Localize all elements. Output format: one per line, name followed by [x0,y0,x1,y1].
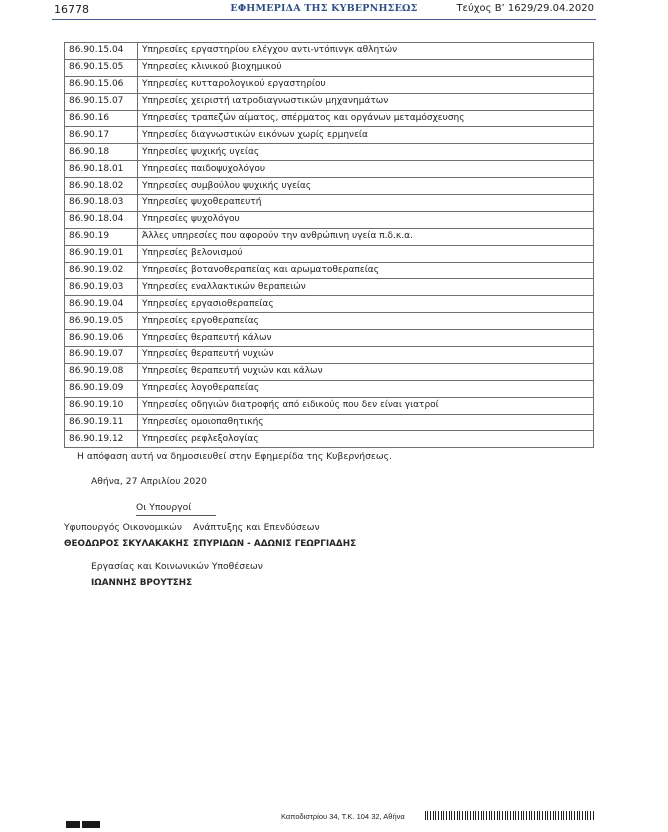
signing-date: Αθήνα, 27 Απριλίου 2020 [91,476,207,487]
signatory-name: ΙΩΑΝΝΗΣ ΒΡΟΥΤΣΗΣ [91,578,193,588]
description-cell: Υπηρεσίες ρεφλεξολογίας [138,431,594,448]
table-row [65,380,594,397]
code-cell: 86.90.15.04 [65,43,138,60]
description-cell: Υπηρεσίες βελονισμού [138,245,594,262]
code-cell: 86.90.17 [65,127,138,144]
description-cell: Υπηρεσίες εναλλακτικών θεραπειών [138,279,594,296]
table-row [65,211,594,228]
table-row [65,93,594,110]
code-cell: 86.90.15.07 [65,93,138,110]
description-cell: Υπηρεσίες οδηγιών διατροφής από ειδικούς που δεν είναι γιατροί [138,397,594,414]
code-cell: 86.90.15.05 [65,59,138,76]
code-cell: 86.90.19.01 [65,245,138,262]
description-cell: Υπηρεσίες παιδοψυχολόγου [138,161,594,178]
signatory-title: Εργασίας και Κοινωνικών Υποθέσεων [91,561,263,572]
barcode-image [425,811,595,820]
table-row [65,313,594,330]
description-cell: Υπηρεσίες διαγνωστικών εικόνων χωρίς ερμηνεία [138,127,594,144]
description-cell: Υπηρεσίες εργασιοθεραπείας [138,296,594,313]
code-cell: 86.90.19.10 [65,397,138,414]
signatory-name: ΣΠΥΡΙΔΩΝ - ΑΔΩΝΙΣ ΓΕΩΡΓΙΑΔΗΣ [193,539,357,549]
description-cell: Υπηρεσίες κυτταρολογικού εργαστηρίου [138,76,594,93]
code-cell: 86.90.18.04 [65,211,138,228]
table-row [65,262,594,279]
ministers-underline [136,515,216,516]
table-row [65,363,594,380]
table-row [65,397,594,414]
cpa-codes-table [64,42,594,448]
signatory-title: Ανάπτυξης και Επενδύσεων [193,522,320,533]
description-cell: Υπηρεσίες ψυχοθεραπευτή [138,195,594,212]
code-cell: 86.90.19.06 [65,330,138,347]
code-cell: 86.90.18.02 [65,178,138,195]
code-cell: 86.90.18.03 [65,195,138,212]
table-row [65,161,594,178]
table-row [65,110,594,127]
description-cell: Υπηρεσίες βοτανοθεραπείας και αρωματοθεραπείας [138,262,594,279]
table-row [65,76,594,93]
page-header [52,0,596,20]
description-cell: Υπηρεσίες εργαστηρίου ελέγχου αντι-ντόπινγκ αθλητών [138,43,594,60]
code-cell: 86.90.19.11 [65,414,138,431]
signatory-name: ΘΕΟΔΩΡΟΣ ΣΚΥΛΑΚΑΚΗΣ [64,539,189,549]
table-row [65,127,594,144]
code-cell: 86.90.19.09 [65,380,138,397]
code-cell: 86.90.19.04 [65,296,138,313]
code-cell: 86.90.19.07 [65,347,138,364]
description-cell: Υπηρεσίες τραπεζών αίματος, σπέρματος και οργάνων μεταμόσχευσης [138,110,594,127]
description-cell: Υπηρεσίες ομοιοπαθητικής [138,414,594,431]
code-cell: 86.90.18.01 [65,161,138,178]
code-cell: 86.90.19.12 [65,431,138,448]
table-row [65,431,594,448]
description-cell: Υπηρεσίες θεραπευτή νυχιών [138,347,594,364]
table-row [65,144,594,161]
code-cell: 86.90.15.06 [65,76,138,93]
table-row [65,59,594,76]
description-cell: Υπηρεσίες χειριστή ιατροδιαγνωστικών μηχανημάτων [138,93,594,110]
table-row [65,279,594,296]
table-row [65,245,594,262]
description-cell: Υπηρεσίες συμβούλου ψυχικής υγείας [138,178,594,195]
table-row [65,43,594,60]
printing-office-logo [66,813,102,820]
description-cell: Άλλες υπηρεσίες που αφορούν την ανθρώπινη υγεία π.δ.κ.α. [138,228,594,245]
ministers-heading: Οι Υπουργοί [136,502,192,513]
code-cell: 86.90.16 [65,110,138,127]
table-row [65,330,594,347]
description-cell: Υπηρεσίες θεραπευτή νυχιών και κάλων [138,363,594,380]
code-cell: 86.90.18 [65,144,138,161]
code-cell: 86.90.19.03 [65,279,138,296]
description-cell: Υπηρεσίες λογοθεραπείας [138,380,594,397]
code-cell: 86.90.19.08 [65,363,138,380]
publish-statement: Η απόφαση αυτή να δημοσιευθεί στην Εφημερίδα της Κυβερνήσεως. [77,451,392,462]
code-cell: 86.90.19.02 [65,262,138,279]
table-row [65,195,594,212]
issue-number: Τεύχος Β’ 1629/29.04.2020 [456,3,594,14]
table-row [65,414,594,431]
gazette-title: ΕΦΗΜΕΡΙΔΑ ΤΗΣ ΚΥΒΕΡΝΗΣΕΩΣ [230,3,418,14]
description-cell: Υπηρεσίες εργοθεραπείας [138,313,594,330]
signatory-title: Υφυπουργός Οικονομικών [64,522,182,533]
code-cell: 86.90.19.05 [65,313,138,330]
description-cell: Υπηρεσίες θεραπευτή κάλων [138,330,594,347]
page-number: 16778 [54,3,89,16]
footer-address: Καποδιστρίου 34, Τ.Κ. 104 32, Αθήνα [281,812,405,821]
table-row [65,347,594,364]
table-row [65,296,594,313]
description-cell: Υπηρεσίες ψυχικής υγείας [138,144,594,161]
description-cell: Υπηρεσίες κλινικού βιοχημικού [138,59,594,76]
code-cell: 86.90.19 [65,228,138,245]
table-row [65,228,594,245]
table-row [65,178,594,195]
table-body [65,43,594,448]
description-cell: Υπηρεσίες ψυχολόγου [138,211,594,228]
